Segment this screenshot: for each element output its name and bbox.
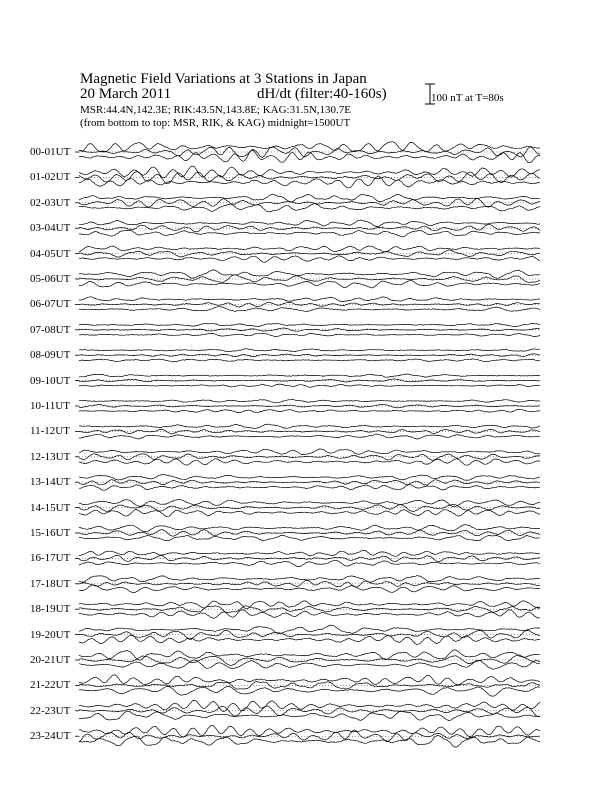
row-label-05-06ut: 05-06UT	[30, 273, 71, 285]
row-label-16-17ut: 16-17UT	[30, 552, 71, 565]
row-label-11-12ut: 11-12UT	[30, 425, 70, 438]
row-label-10-11ut: 10-11UT	[30, 400, 70, 412]
row-label-18-19ut: 18-19UT	[30, 603, 71, 616]
date-label: 20 March 2011	[80, 86, 172, 102]
chart-title: Magnetic Field Variations at 3 Stations in Japan	[80, 71, 367, 87]
trace-order-note: (from bottom to top: MSR, RIK, & KAG) midnight=1500UT	[80, 117, 351, 129]
row-label-17-18ut: 17-18UT	[30, 577, 71, 590]
row-label-21-22ut: 21-22UT	[30, 679, 71, 692]
row-label-07-08ut: 07-08UT	[30, 323, 71, 336]
row-label-15-16ut: 15-16UT	[30, 527, 71, 539]
row-label-04-05ut: 04-05UT	[30, 247, 71, 260]
row-label-09-10ut: 09-10UT	[30, 374, 71, 387]
row-label-03-04ut: 03-04UT	[30, 222, 71, 235]
filter-label: dH/dt (filter:40-160s)	[257, 86, 387, 102]
scale-label: 100 nT at T=80s	[431, 92, 504, 104]
station-coordinates: MSR:44.4N,142.3E; RIK:43.5N,143.8E; KAG:31.5N,130.7E	[80, 104, 352, 116]
row-label-02-03ut: 02-03UT	[30, 196, 71, 209]
row-label-14-15ut: 14-15UT	[30, 501, 71, 514]
row-label-13-14ut: 13-14UT	[30, 476, 71, 489]
row-label-06-07ut: 06-07UT	[30, 298, 71, 311]
row-label-19-20ut: 19-20UT	[30, 628, 71, 641]
row-label-08-09ut: 08-09UT	[30, 349, 71, 362]
row-label-00-01ut: 00-01UT	[30, 146, 71, 158]
row-label-01-02ut: 01-02UT	[30, 171, 71, 184]
row-label-23-24ut: 23-24UT	[30, 730, 71, 743]
row-label-12-13ut: 12-13UT	[30, 450, 71, 463]
row-label-22-23ut: 22-23UT	[30, 704, 71, 717]
row-label-20-21ut: 20-21UT	[30, 654, 71, 666]
